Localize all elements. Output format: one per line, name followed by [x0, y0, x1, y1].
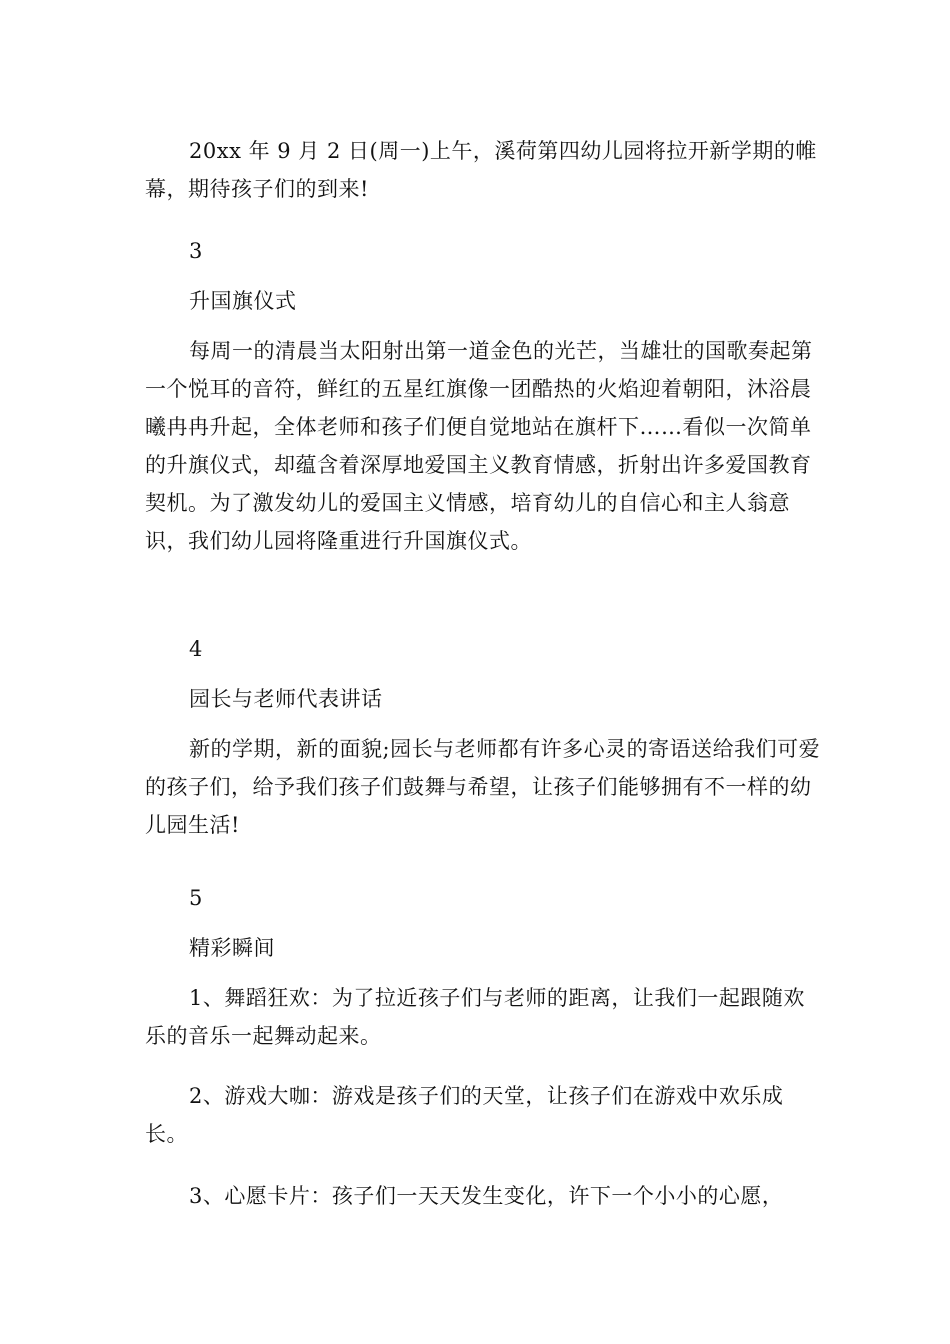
- paragraph-flag-ceremony: 每周一的清晨当太阳射出第一道金色的光芒，当雄壮的国歌奏起第一个悦耳的音符，鲜红的五星红旗像一团酷热的火焰迎着朝阳，沐浴晨曦冉冉升起，全体老师和孩子们便自觉地站在旗杆下……看似一次简单的升旗仪式，却蕴含着深厚地爱国主义教育情感，折射出许多爱国教育契机。为了激发幼儿的爱国主义情感，培育幼儿的自信心和主人翁意识，我们幼儿园将隆重进行升国旗仪式。: [145, 339, 813, 553]
- list-item-games: 2、游戏大咖：游戏是孩子们的天堂，让孩子们在游戏中欢乐成长。: [145, 1084, 784, 1146]
- paragraph-opening-announcement: 20xx 年 9 月 2 日(周一)上午，溪荷第四幼儿园将拉开新学期的帷幕，期待孩子们的到来!: [145, 139, 817, 201]
- section-number-4: 4: [189, 637, 203, 661]
- section-heading-speeches: 园长与老师代表讲话: [189, 687, 383, 711]
- paragraph-speeches: 新的学期，新的面貌;园长与老师都有许多心灵的寄语送给我们可爱的孩子们，给予我们孩子们鼓舞与希望，让孩子们能够拥有不一样的幼儿园生活!: [145, 737, 821, 837]
- section-heading-flag-ceremony: 升国旗仪式: [189, 289, 297, 313]
- section-number-5: 5: [189, 886, 203, 910]
- section-heading-highlights: 精彩瞬间: [189, 936, 275, 960]
- section-number-3: 3: [189, 239, 203, 263]
- list-item-dance: 1、舞蹈狂欢：为了拉近孩子们与老师的距离，让我们一起跟随欢乐的音乐一起舞动起来。: [145, 986, 805, 1048]
- list-item-wish-cards: 3、心愿卡片：孩子们一天天发生变化，许下一个小小的心愿，: [189, 1184, 784, 1208]
